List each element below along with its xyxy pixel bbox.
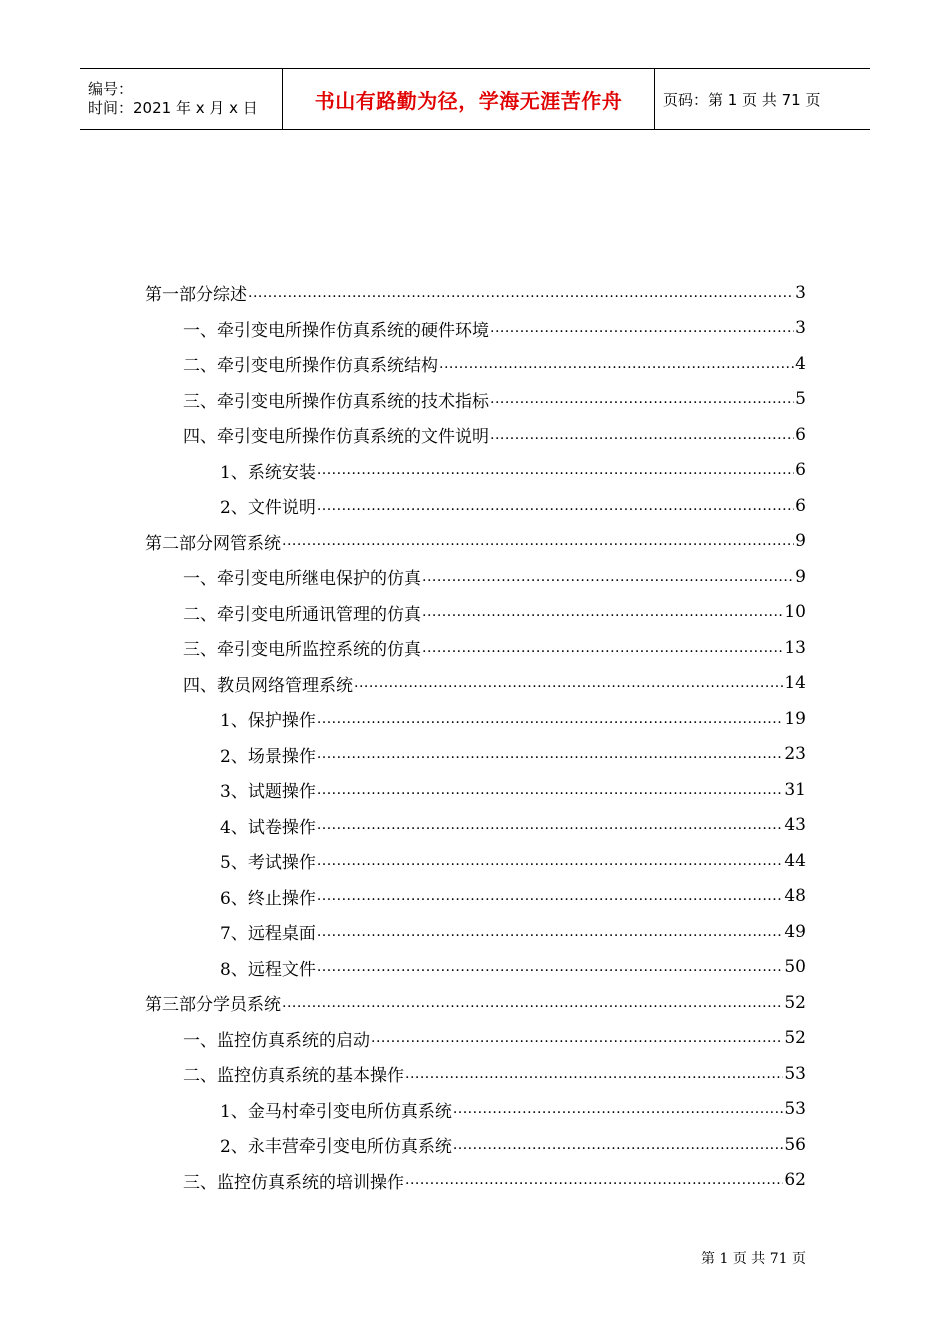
toc-leader-dots (317, 743, 784, 772)
toc-leader-dots (490, 388, 794, 417)
toc-entry-page-number: 44 (784, 850, 806, 871)
toc-entry-page-number: 56 (784, 1134, 806, 1155)
toc-leader-dots (405, 1063, 783, 1092)
header-motto: 书山有路勤为径，学海无涯苦作舟 (314, 88, 623, 113)
toc-entry-page-number: 53 (784, 1099, 806, 1120)
toc-entry-title: 第三部分学员系统 (145, 995, 281, 1016)
toc-entry[interactable] (220, 453, 806, 489)
toc-leader-dots (405, 1169, 783, 1198)
toc-leader-dots (282, 530, 794, 559)
toc-entry[interactable] (183, 1163, 806, 1199)
toc-entry-title: 二、监控仿真系统的基本操作 (183, 1066, 404, 1087)
toc-entry[interactable] (183, 1056, 806, 1092)
toc-leader-dots (371, 1027, 783, 1056)
toc-entry-page-number: 52 (784, 1028, 806, 1049)
toc-leader-dots (422, 566, 794, 595)
toc-entry-page-number: 3 (795, 282, 806, 303)
toc-entry-title: 四、牵引变电所操作仿真系统的文件说明 (183, 427, 489, 448)
toc-entry-title: 三、牵引变电所操作仿真系统的技术指标 (183, 391, 489, 412)
toc-entry[interactable] (183, 417, 806, 453)
toc-entry[interactable] (220, 879, 806, 915)
toc-entry[interactable] (145, 524, 806, 560)
toc-entry-page-number: 4 (795, 353, 806, 374)
toc-entry-page-number: 14 (784, 673, 806, 694)
header-page-info-cell (655, 69, 870, 129)
toc-entry[interactable] (183, 1021, 806, 1057)
toc-entry-title: 三、牵引变电所监控系统的仿真 (183, 640, 421, 661)
toc-entry-title: 1、金马村牵引变电所仿真系统 (220, 1101, 452, 1122)
toc-entry-page-number: 43 (784, 815, 806, 836)
toc-leader-dots (422, 601, 783, 630)
document-header (80, 68, 870, 130)
toc-entry-title: 第二部分网管系统 (145, 533, 281, 554)
toc-leader-dots (317, 708, 784, 737)
header-meta (80, 69, 282, 129)
toc-entry-page-number: 53 (784, 1063, 806, 1084)
page-footer: 第 1 页 共 71 页 (701, 1251, 806, 1267)
toc-entry-page-number: 10 (784, 602, 806, 623)
toc-entry-page-number: 48 (784, 886, 806, 907)
toc-entry[interactable] (183, 346, 806, 382)
toc-entry[interactable] (145, 275, 806, 311)
toc-leader-dots (317, 459, 794, 488)
toc-leader-dots (317, 885, 784, 914)
toc-entry-page-number: 52 (784, 992, 806, 1013)
toc-entry[interactable] (183, 666, 806, 702)
toc-leader-dots (317, 814, 784, 843)
toc-entry[interactable] (183, 559, 806, 595)
toc-entry[interactable] (220, 701, 806, 737)
header-motto-cell (282, 69, 655, 129)
toc-entry[interactable] (220, 1092, 806, 1128)
toc-entry-title: 二、牵引变电所操作仿真系统结构 (183, 356, 438, 377)
toc-leader-dots (439, 353, 794, 382)
toc-leader-dots (490, 317, 794, 346)
toc-entry-title: 7、远程桌面 (220, 924, 316, 945)
toc-entry[interactable] (220, 1127, 806, 1163)
toc-entry-title: 8、远程文件 (220, 959, 316, 980)
toc-entry[interactable] (183, 630, 806, 666)
toc-leader-dots (248, 282, 794, 311)
toc-entry-page-number: 9 (795, 531, 806, 552)
toc-entry-title: 2、永丰营牵引变电所仿真系统 (220, 1137, 452, 1158)
toc-entry[interactable] (220, 843, 806, 879)
toc-entry-title: 四、教员网络管理系统 (183, 675, 353, 696)
toc-entry-page-number: 23 (784, 744, 806, 765)
toc-leader-dots (453, 1098, 784, 1127)
toc-entry-title: 1、系统安装 (220, 462, 316, 483)
toc-leader-dots (317, 956, 784, 985)
toc-leader-dots (317, 779, 784, 808)
toc-entry[interactable] (220, 808, 806, 844)
toc-entry[interactable] (220, 772, 806, 808)
toc-entry[interactable] (183, 595, 806, 631)
toc-entry-title: 2、场景操作 (220, 746, 316, 767)
header-page-info: 页码：第 1 页 共 71 页 (663, 90, 821, 109)
toc-entry-page-number: 6 (795, 495, 806, 516)
toc-entry-page-number: 9 (795, 566, 806, 587)
toc-leader-dots (354, 672, 783, 701)
toc-leader-dots (317, 850, 784, 879)
toc-entry[interactable] (220, 914, 806, 950)
toc-entry-page-number: 50 (784, 957, 806, 978)
toc-entry-page-number: 3 (795, 318, 806, 339)
toc-leader-dots (453, 1134, 784, 1163)
toc-entry-title: 一、监控仿真系统的启动 (183, 1030, 370, 1051)
toc-entry-page-number: 19 (784, 708, 806, 729)
toc-leader-dots (317, 921, 784, 950)
toc-entry[interactable] (220, 737, 806, 773)
toc-entry-page-number: 62 (784, 1170, 806, 1191)
toc-entry-title: 5、考试操作 (220, 853, 316, 874)
toc-entry-title: 3、试题操作 (220, 782, 316, 803)
toc-entry[interactable] (220, 950, 806, 986)
document-time-label: 时间：2021 年 x 月 x 日 (88, 99, 258, 117)
toc-entry-page-number: 31 (784, 779, 806, 800)
toc-entry-title: 三、监控仿真系统的培训操作 (183, 1172, 404, 1193)
toc-entry-page-number: 6 (795, 424, 806, 445)
toc-entry-title: 第一部分综述 (145, 285, 247, 306)
toc-entry-title: 6、终止操作 (220, 888, 316, 909)
toc-leader-dots (317, 495, 794, 524)
toc-entry[interactable] (220, 488, 806, 524)
toc-entry-title: 一、牵引变电所继电保护的仿真 (183, 569, 421, 590)
toc-entry[interactable] (183, 311, 806, 347)
toc-leader-dots (422, 637, 783, 666)
toc-entry-page-number: 13 (784, 637, 806, 658)
toc-leader-dots (490, 424, 794, 453)
document-number-label: 编号： (88, 80, 134, 98)
toc-entry-title: 4、试卷操作 (220, 817, 316, 838)
toc-leader-dots (282, 992, 783, 1021)
toc-entry-title: 二、牵引变电所通讯管理的仿真 (183, 604, 421, 625)
toc-entry[interactable] (145, 985, 806, 1021)
toc-entry-title: 2、文件说明 (220, 498, 316, 519)
toc-entry-title: 1、保护操作 (220, 711, 316, 732)
toc-entry-title: 一、牵引变电所操作仿真系统的硬件环境 (183, 320, 489, 341)
toc-entry[interactable] (183, 382, 806, 418)
toc-entry-page-number: 5 (795, 389, 806, 410)
toc-entry-page-number: 6 (795, 460, 806, 481)
toc-entry-page-number: 49 (784, 921, 806, 942)
